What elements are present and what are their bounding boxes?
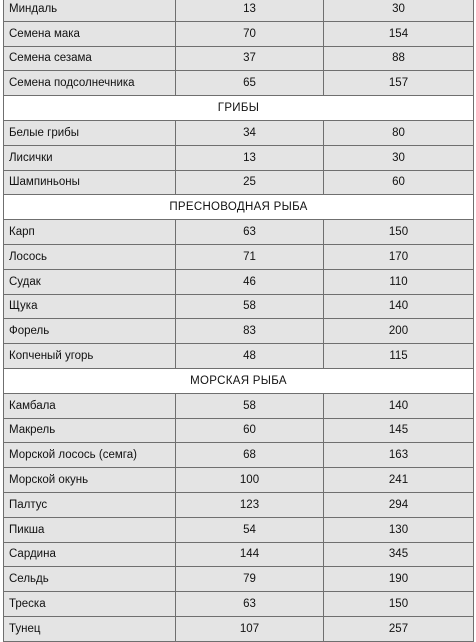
value-2-cell: 190 <box>324 567 474 592</box>
item-name-cell: Сельдь <box>4 567 176 592</box>
table-row <box>4 46 474 71</box>
item-name-cell: Щука <box>4 294 176 319</box>
value-1-cell: 34 <box>176 120 324 145</box>
value-2-cell: 30 <box>324 145 474 170</box>
value-1-cell: 70 <box>176 21 324 46</box>
table-row <box>4 0 474 21</box>
value-2-cell: 115 <box>324 344 474 369</box>
value-1-cell: 100 <box>176 468 324 493</box>
table-row <box>4 616 474 641</box>
value-1-cell: 46 <box>176 269 324 294</box>
value-2-cell: 130 <box>324 517 474 542</box>
table-row <box>4 170 474 195</box>
value-1-cell: 25 <box>176 170 324 195</box>
value-1-cell: 54 <box>176 517 324 542</box>
item-name-cell: Треска <box>4 592 176 617</box>
table-row <box>4 418 474 443</box>
value-2-cell: 150 <box>324 592 474 617</box>
value-1-cell: 63 <box>176 592 324 617</box>
item-name-cell: Лисички <box>4 145 176 170</box>
item-name-cell: Шампиньоны <box>4 170 176 195</box>
value-2-cell: 80 <box>324 120 474 145</box>
item-name-cell: Палтус <box>4 492 176 517</box>
value-1-cell: 58 <box>176 393 324 418</box>
table-row <box>4 517 474 542</box>
item-name-cell: Карп <box>4 220 176 245</box>
value-1-cell: 83 <box>176 319 324 344</box>
value-2-cell: 157 <box>324 71 474 96</box>
table-row <box>4 145 474 170</box>
table-body <box>4 0 474 641</box>
value-2-cell: 150 <box>324 220 474 245</box>
value-2-cell: 88 <box>324 46 474 71</box>
table-row <box>4 220 474 245</box>
value-1-cell: 123 <box>176 492 324 517</box>
item-name-cell: Морской окунь <box>4 468 176 493</box>
section-title: ГРИБЫ <box>4 96 474 121</box>
table-row <box>4 592 474 617</box>
item-name-cell: Пикша <box>4 517 176 542</box>
value-2-cell: 294 <box>324 492 474 517</box>
item-name-cell: Семена сезама <box>4 46 176 71</box>
item-name-cell: Семена мака <box>4 21 176 46</box>
table-row <box>4 319 474 344</box>
item-name-cell: Копченый угорь <box>4 344 176 369</box>
value-1-cell: 144 <box>176 542 324 567</box>
table-row <box>4 492 474 517</box>
item-name-cell: Миндаль <box>4 0 176 21</box>
item-name-cell: Лосось <box>4 244 176 269</box>
value-2-cell: 241 <box>324 468 474 493</box>
value-2-cell: 110 <box>324 269 474 294</box>
value-2-cell: 60 <box>324 170 474 195</box>
item-name-cell: Семена подсолнечника <box>4 71 176 96</box>
item-name-cell: Форель <box>4 319 176 344</box>
table-row <box>4 393 474 418</box>
table-row <box>4 468 474 493</box>
section-header-row <box>4 96 474 121</box>
value-2-cell: 345 <box>324 542 474 567</box>
table-row <box>4 21 474 46</box>
table-row <box>4 344 474 369</box>
item-name-cell: Тунец <box>4 616 176 641</box>
value-1-cell: 71 <box>176 244 324 269</box>
item-name-cell: Сардина <box>4 542 176 567</box>
value-2-cell: 163 <box>324 443 474 468</box>
item-name-cell: Белые грибы <box>4 120 176 145</box>
table-row <box>4 71 474 96</box>
table-row <box>4 294 474 319</box>
table-row <box>4 269 474 294</box>
value-2-cell: 257 <box>324 616 474 641</box>
table-row <box>4 244 474 269</box>
table-row <box>4 120 474 145</box>
item-name-cell: Судак <box>4 269 176 294</box>
section-title: ПРЕСНОВОДНАЯ РЫБА <box>4 195 474 220</box>
value-1-cell: 79 <box>176 567 324 592</box>
value-2-cell: 30 <box>324 0 474 21</box>
value-2-cell: 154 <box>324 21 474 46</box>
value-1-cell: 63 <box>176 220 324 245</box>
table-row <box>4 567 474 592</box>
value-1-cell: 37 <box>176 46 324 71</box>
value-2-cell: 140 <box>324 294 474 319</box>
nutrition-table <box>3 0 474 642</box>
value-2-cell: 140 <box>324 393 474 418</box>
value-1-cell: 65 <box>176 71 324 96</box>
item-name-cell: Макрель <box>4 418 176 443</box>
value-1-cell: 107 <box>176 616 324 641</box>
value-1-cell: 13 <box>176 0 324 21</box>
value-1-cell: 68 <box>176 443 324 468</box>
section-header-row <box>4 195 474 220</box>
table-row <box>4 443 474 468</box>
value-1-cell: 60 <box>176 418 324 443</box>
table-row <box>4 542 474 567</box>
value-1-cell: 13 <box>176 145 324 170</box>
section-title: МОРСКАЯ РЫБА <box>4 368 474 393</box>
item-name-cell: Камбала <box>4 393 176 418</box>
value-2-cell: 200 <box>324 319 474 344</box>
item-name-cell: Морской лосось (семга) <box>4 443 176 468</box>
value-1-cell: 48 <box>176 344 324 369</box>
value-1-cell: 58 <box>176 294 324 319</box>
value-2-cell: 170 <box>324 244 474 269</box>
value-2-cell: 145 <box>324 418 474 443</box>
section-header-row <box>4 368 474 393</box>
